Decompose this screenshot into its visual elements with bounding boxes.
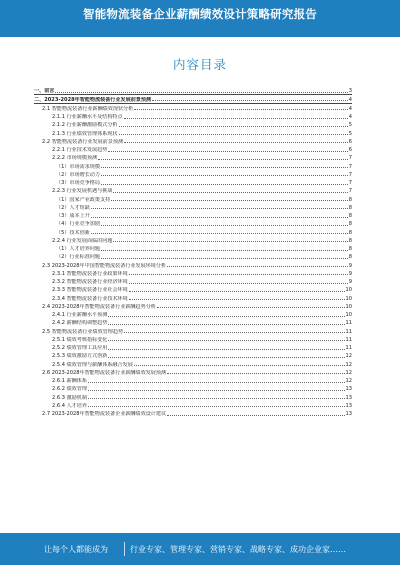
toc-entry[interactable] — [34, 178, 352, 186]
toc-entry[interactable] — [34, 401, 352, 409]
toc-entry[interactable] — [34, 335, 352, 343]
toc-entry-label: 2.2.4 行业发展面临的问题 — [52, 237, 113, 244]
toc-entry-page: 4 — [348, 96, 352, 103]
toc-leader-dots — [167, 415, 344, 416]
toc-entry[interactable] — [34, 343, 352, 351]
toc-leader-dots — [98, 159, 348, 160]
toc-entry-page: 8 — [348, 213, 352, 219]
toc-entry-page: 8 — [348, 246, 352, 252]
toc-leader-dots — [101, 250, 348, 251]
toc-entry-label: 2.3.3 智能物流装备行业社会环境 — [52, 287, 128, 294]
toc-entry-page: 13 — [345, 402, 352, 409]
toc-entry[interactable] — [34, 376, 352, 384]
header-banner — [0, 0, 400, 37]
toc-entry-label: 2.1.2 行业薪酬激励模式分析 — [52, 122, 118, 129]
toc-entry-page: 8 — [348, 221, 352, 228]
toc-entry-page: 3 — [348, 88, 352, 95]
toc-leader-dots — [152, 100, 348, 101]
toc-entry-label: 2.5.3 绩效激励方式创新 — [52, 353, 108, 360]
toc-entry-page: 8 — [348, 229, 352, 236]
toc-leader-dots — [108, 349, 344, 350]
toc-leader-dots — [91, 208, 348, 209]
toc-leader-dots — [129, 291, 345, 292]
toc-entry-label: 2.3.4 智能物流装备行业技术环境 — [52, 295, 128, 302]
toc-leader-dots — [111, 200, 348, 201]
toc-entry[interactable] — [34, 186, 352, 194]
toc-leader-dots — [134, 109, 348, 110]
toc-entry-label: （3）市场竞争格局 — [56, 180, 100, 186]
toc-leader-dots — [129, 299, 345, 300]
toc-entry-page: 9 — [348, 279, 352, 285]
toc-entry[interactable] — [34, 219, 352, 227]
toc-entry-label: 2.4 2023-2028年智能物流装备行业薪酬趋势分析 — [42, 303, 156, 310]
toc-entry-page: 8 — [348, 196, 352, 203]
toc-leader-dots — [101, 225, 348, 226]
toc-entry-label: 2.2.1 行业技术发展趋势 — [52, 147, 108, 153]
toc-entry-page: 11 — [345, 336, 352, 343]
toc-entry-label: 2.1.1 行业薪酬水平及结构特点 — [52, 114, 123, 120]
toc-entry-label: 2.2.3 行业发展机遇与挑战 — [52, 188, 113, 195]
toc-entry-page: 13 — [345, 394, 352, 401]
toc-entry[interactable] — [34, 211, 352, 219]
toc-entry[interactable] — [34, 277, 352, 285]
footer-divider — [124, 542, 125, 556]
toc-entry-label: （3）成本上升 — [56, 213, 90, 219]
toc-entry[interactable] — [34, 236, 352, 244]
toc-entry[interactable] — [34, 318, 352, 326]
toc-leader-dots — [108, 340, 344, 341]
toc-entry[interactable] — [34, 170, 352, 178]
toc-entry[interactable] — [34, 203, 352, 211]
toc-entry-label: 2.2 智能物流装备行业发展前景预测 — [42, 138, 124, 145]
toc-leader-dots — [129, 283, 348, 284]
toc-leader-dots — [91, 233, 348, 234]
toc-entry-label: 2.7 2023-2028年智能物流装备企业薪酬绩效设计建议 — [42, 411, 167, 417]
toc-entry[interactable] — [34, 351, 352, 359]
toc-entry-label: 一、前言 — [34, 88, 55, 95]
toc-entry-page: 11 — [345, 345, 352, 351]
toc-entry-label: 2.3.1 智能物流装备行业政策环境 — [52, 270, 128, 277]
toc-entry-page: 9 — [348, 262, 352, 269]
toc-entry-page: 8 — [348, 254, 352, 261]
toc-entry[interactable] — [34, 269, 352, 277]
toc-leader-dots — [108, 151, 347, 152]
toc-entry-page: 7 — [348, 155, 352, 162]
toc-heading: 内容目录 — [172, 57, 227, 72]
toc-entry[interactable] — [34, 368, 352, 376]
toc-entry-label: 2.4.2 薪酬结构调整趋势 — [52, 320, 108, 327]
toc-entry[interactable] — [34, 128, 352, 136]
toc-entry-label: 2.6.4 人才培养 — [52, 402, 87, 409]
toc-entry-label: 2.6.1 薪酬体系 — [52, 378, 87, 384]
toc-entry-page: 6 — [348, 138, 352, 145]
toc-entry-page: 12 — [345, 361, 352, 368]
toc-entry-page: 12 — [345, 369, 352, 376]
toc-leader-dots — [88, 398, 345, 399]
toc-entry-label: 2.1 智能物流装备行业薪酬绩效现状分析 — [42, 105, 134, 112]
toc-leader-dots — [129, 274, 348, 275]
toc-entry-label: 2.5.1 绩效考核指标变化 — [52, 336, 108, 343]
toc-entry-page: 10 — [345, 303, 352, 310]
toc-leader-dots — [124, 332, 344, 333]
toc-entry-page: 6 — [348, 147, 352, 153]
toc-entry[interactable] — [34, 310, 352, 318]
toc-entry-label: 2.2.2 市场规模预测 — [52, 155, 98, 162]
toc-entry-label: （1）国家产业政策支持 — [56, 196, 111, 203]
toc-entry-page: 7 — [348, 180, 352, 186]
toc-leader-dots — [88, 406, 345, 407]
toc-entry-page: 9 — [348, 270, 352, 277]
toc-leader-dots — [108, 324, 344, 325]
toc-entry-label: （2）行业标准问题 — [56, 254, 100, 261]
toc-leader-dots — [55, 92, 347, 93]
toc-leader-dots — [88, 390, 345, 391]
toc-entry-label: 2.6.2 绩效管理 — [52, 386, 87, 393]
toc-leader-dots — [157, 307, 345, 308]
toc-entry-label: （1）市场需求规模 — [56, 163, 100, 170]
toc-entry[interactable] — [34, 392, 352, 400]
toc-entry[interactable] — [34, 260, 352, 268]
toc-entry[interactable] — [34, 227, 352, 235]
document-title: 智能物流装备企业薪酬绩效设计策略研究报告 — [83, 7, 317, 21]
toc-entry[interactable] — [34, 252, 352, 260]
toc-leader-dots — [101, 167, 348, 168]
toc-entry-page: 7 — [348, 171, 352, 178]
toc-entry-page: 5 — [348, 122, 352, 129]
table-of-contents — [34, 87, 352, 417]
toc-leader-dots — [113, 192, 347, 193]
footer-slogan-right: 行业专家、管理专家、营销专家、战略专家、成功企业家…… — [130, 545, 346, 554]
toc-entry[interactable] — [34, 326, 352, 334]
toc-entry[interactable] — [34, 112, 352, 120]
toc-entry-page: 12 — [345, 378, 352, 384]
toc-entry[interactable] — [34, 384, 352, 392]
toc-leader-dots — [101, 184, 348, 185]
toc-leader-dots — [167, 266, 348, 267]
toc-leader-dots — [101, 258, 348, 259]
toc-leader-dots — [134, 365, 345, 366]
toc-entry[interactable] — [34, 137, 352, 145]
toc-leader-dots — [88, 382, 345, 383]
toc-entry[interactable] — [34, 359, 352, 367]
toc-entry-page: 5 — [348, 130, 352, 137]
toc-entry-label: 2.3.2 智能物流装备行业经济环境 — [52, 279, 128, 285]
toc-entry[interactable] — [34, 104, 352, 112]
toc-leader-dots — [113, 241, 347, 242]
toc-leader-dots — [101, 175, 348, 176]
toc-leader-dots — [108, 357, 344, 358]
toc-leader-dots — [119, 134, 348, 135]
toc-entry[interactable] — [34, 194, 352, 202]
toc-entry-page: 11 — [345, 328, 352, 335]
toc-entry-label: 2.3 2023-2028年中国智能物流装备行业发展环境分析 — [42, 262, 167, 269]
toc-entry-label: 2.5.2 绩效管理工具应用 — [52, 345, 108, 351]
toc-entry[interactable] — [34, 293, 352, 301]
toc-entry-label: （2）人才短缺 — [56, 204, 90, 211]
toc-entry-label: 2.1.3 行业绩效管理体系现状 — [52, 130, 118, 137]
toc-entry-label: （5）技术创新 — [56, 229, 90, 236]
toc-entry-label: 2.4.1 行业薪酬水平预测 — [52, 312, 108, 318]
toc-entry-label: 2.5 智能物流装备行业绩效管理趋势 — [42, 328, 124, 335]
toc-entry-page: 8 — [348, 237, 352, 244]
toc-entry-page: 7 — [348, 163, 352, 170]
toc-entry-page: 10 — [345, 295, 352, 302]
toc-entry[interactable] — [34, 409, 352, 417]
toc-entry-page: 13 — [345, 411, 352, 417]
toc-entry-label: （2）市场增长动力 — [56, 171, 100, 178]
toc-leader-dots — [124, 118, 348, 119]
toc-entry-label: 2.6.3 激励机制 — [52, 394, 87, 401]
toc-entry[interactable] — [34, 161, 352, 169]
toc-entry-page: 11 — [345, 320, 352, 327]
toc-entry-page: 4 — [348, 105, 352, 112]
toc-entry-page: 8 — [348, 204, 352, 211]
toc-entry-page: 13 — [345, 386, 352, 393]
toc-leader-dots — [91, 217, 348, 218]
toc-entry-page: 7 — [348, 188, 352, 195]
toc-entry[interactable] — [34, 302, 352, 310]
footer-slogan-left: 让每个人都能成为 — [44, 545, 108, 554]
toc-entry[interactable] — [34, 95, 352, 103]
toc-entry-label: 2.5.4 绩效管理与薪酬体系融合发展 — [52, 361, 133, 368]
toc-entry[interactable] — [34, 244, 352, 252]
toc-entry-label: 二、2023-2028年智能物流装备行业发展前景预测 — [34, 96, 152, 103]
toc-entry[interactable] — [34, 285, 352, 293]
toc-entry-page: 10 — [345, 312, 352, 318]
toc-entry-label: （4）行业竞争加剧 — [56, 221, 100, 228]
toc-entry-page: 12 — [345, 353, 352, 360]
toc-entry[interactable] — [34, 153, 352, 161]
toc-leader-dots — [108, 316, 344, 317]
toc-entry-label: （1）人才培养问题 — [56, 246, 100, 252]
toc-leader-dots — [167, 373, 344, 374]
toc-leader-dots — [124, 142, 348, 143]
toc-entry-page: 4 — [348, 114, 352, 120]
toc-entry[interactable] — [34, 120, 352, 128]
toc-entry[interactable] — [34, 145, 352, 153]
toc-leader-dots — [119, 126, 348, 127]
toc-entry-label: 2.6 2023-2028年智能物流装备行业薪酬绩效发展预测 — [42, 369, 167, 376]
toc-entry[interactable] — [34, 87, 352, 95]
footer-banner — [0, 533, 400, 565]
toc-entry-page: 10 — [345, 287, 352, 294]
